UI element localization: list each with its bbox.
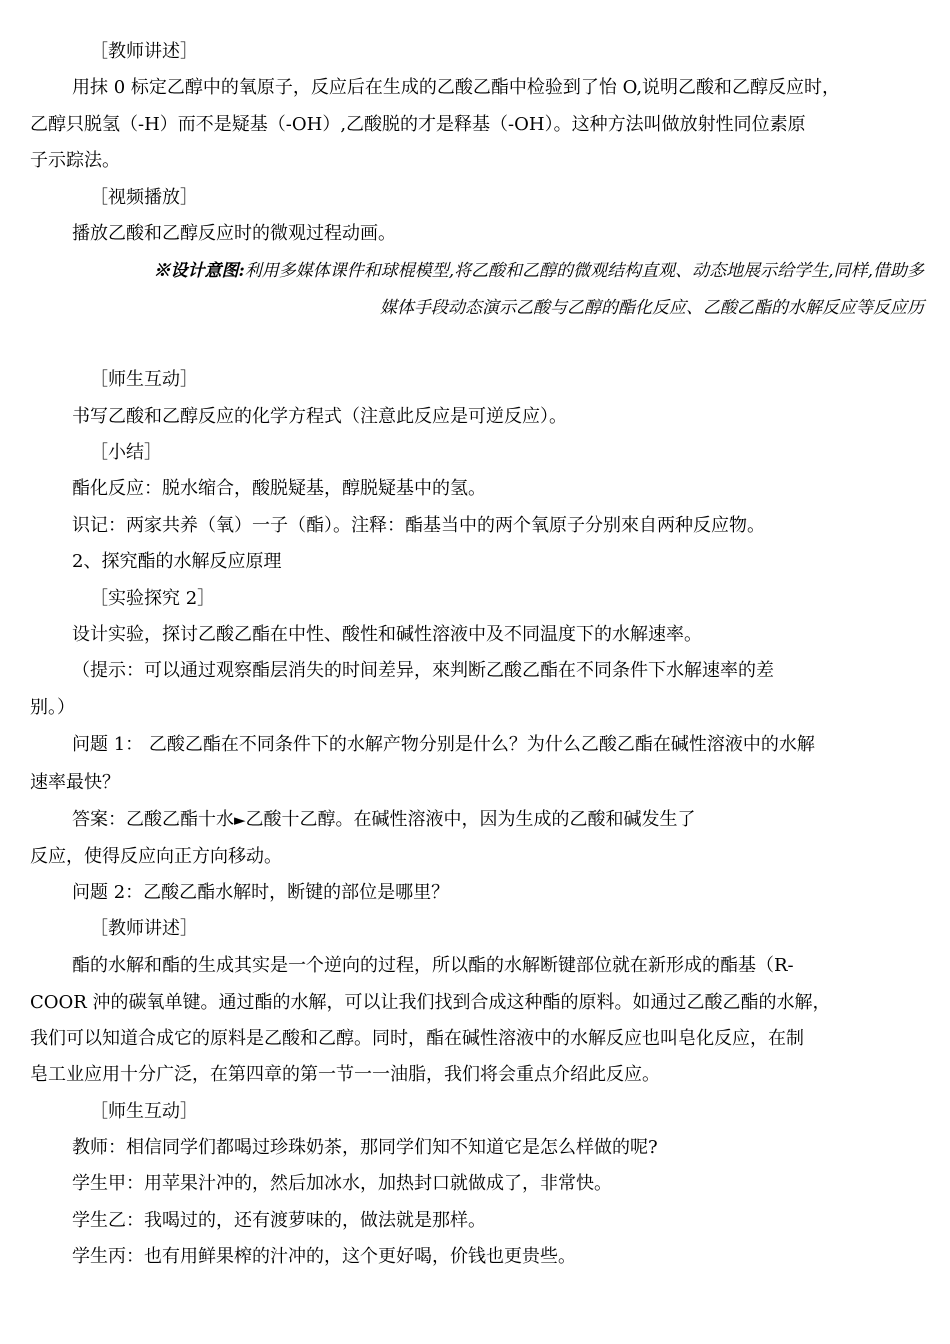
summary-line-2: 识记：两家共养（氧）一子（酯）。注释：酯基当中的两个氧原子分别來自两种反应物。 bbox=[72, 515, 765, 536]
experiment-hint-line-1: （提示：可以通过观察酯层消失的时间差异，來判断乙酸乙酯在不同条件下水解速率的差 bbox=[72, 660, 774, 681]
heading-teacher-lecture-1: ［教师讲述］ bbox=[90, 41, 198, 62]
teacher-lecture-1-line-1: 用抹 0 标定乙醇中的氧原子，反应后在生成的乙酸乙酯中检验到了怡 O,说明乙酸和乙醇反应时， bbox=[72, 77, 841, 98]
experiment-line-1: 设计实验，探讨乙酸乙酯在中性、酸性和碱性溶液中及不同温度下的水解速率。 bbox=[72, 624, 702, 645]
summary-line-1: 酯化反应：脱水缩合，酸脱疑基，醇脱疑基中的氢。 bbox=[72, 478, 486, 499]
topic-2-title: 2、探究酯的水解反应原理 bbox=[72, 551, 282, 572]
question-1-line-2: 速率最快？ bbox=[30, 772, 120, 793]
dialogue-teacher: 教师：相信同学们都喝过珍珠奶茶，那同学们知不知道它是怎么样做的呢? bbox=[72, 1137, 658, 1158]
design-intent-line-2: 媒体手段动态演示乙酸与乙醇的酯化反应、乙酸乙酯的水解反应等反应历 bbox=[380, 298, 924, 318]
interaction-1-line-1: 书写乙酸和乙醇反应的化学方程式（注意此反应是可逆反应）。 bbox=[72, 406, 567, 427]
dialogue-student-c: 学生丙：也有用鲜果榨的汁冲的，这个更好喝，价钱也更贵些。 bbox=[72, 1246, 576, 1267]
answer-1-line-2: 反应，使得反应向正方向移动。 bbox=[30, 846, 282, 867]
answer-1-line-1 bbox=[72, 808, 696, 832]
heading-interaction-2: ［师生互动］ bbox=[90, 1101, 198, 1122]
dialogue-student-a: 学生甲：用苹果汁冲的，然后加冰水，加热封口就做成了，非常快。 bbox=[72, 1173, 612, 1194]
question-1-line-1: 问题 1： 乙酸乙酯在不同条件下的水解产物分别是什么？为什么乙酸乙酯在碱性溶液中的水解 bbox=[72, 734, 815, 755]
teacher-lecture-2-line-2: COOR 沖的碳氧单键。通过酯的水解，可以让我们找到合成这种酯的原料。如通过乙酸乙酯的水解， bbox=[30, 992, 831, 1013]
answer-1-prefix: 答案：乙酸乙酯十水 bbox=[72, 809, 234, 830]
question-2-line-1: 问题 2：乙酸乙酯水解时，断键的部位是哪里？ bbox=[72, 882, 450, 903]
teacher-lecture-2-line-3: 我们可以知道合成它的原料是乙酸和乙醇。同时，酯在碱性溶液中的水解反应也叫皂化反应，在制 bbox=[30, 1028, 804, 1049]
design-intent-line-1 bbox=[38, 259, 924, 283]
experiment-hint-line-2: 别。） bbox=[30, 697, 75, 718]
heading-teacher-lecture-2: ［教师讲述］ bbox=[90, 918, 198, 939]
heading-experiment-2: ［实验探究 2］ bbox=[90, 588, 216, 609]
design-intent-label: ※设计意图: bbox=[153, 261, 245, 281]
teacher-lecture-2-line-1: 酯的水解和酯的生成其实是一个逆向的过程，所以酯的水解断键部位就在新形成的酯基（R- bbox=[72, 955, 794, 976]
video-playback-line-1: 播放乙酸和乙醇反应时的微观过程动画。 bbox=[72, 223, 396, 244]
design-intent-text-1: 利用多媒体课件和球棍模型,将乙酸和乙醇的微观结构直观、动态地展示给学生,同样,借助多 bbox=[244, 261, 924, 281]
heading-video-playback: ［视频播放］ bbox=[90, 187, 198, 208]
heading-interaction-1: ［师生互动］ bbox=[90, 369, 198, 390]
arrow-right-icon: ► bbox=[234, 811, 246, 829]
dialogue-student-b: 学生乙：我喝过的，还有渡萝味的，做法就是那样。 bbox=[72, 1210, 486, 1231]
teacher-lecture-2-line-4: 皂工业应用十分广泛，在第四章的第一节一一油脂，我们将会重点介绍此反应。 bbox=[30, 1064, 660, 1085]
heading-summary: ［小结］ bbox=[90, 442, 162, 463]
teacher-lecture-1-line-3: 子示踪法。 bbox=[30, 150, 120, 171]
answer-1-suffix: 乙酸十乙醇。在碱性溶液中，因为生成的乙酸和碱发生了 bbox=[245, 809, 696, 830]
teacher-lecture-1-line-2: 乙醇只脱氢（-H）而不是疑基（-OH）,乙酸脱的才是释基（-OH）。这种方法叫做放射性同位素原 bbox=[30, 114, 806, 135]
